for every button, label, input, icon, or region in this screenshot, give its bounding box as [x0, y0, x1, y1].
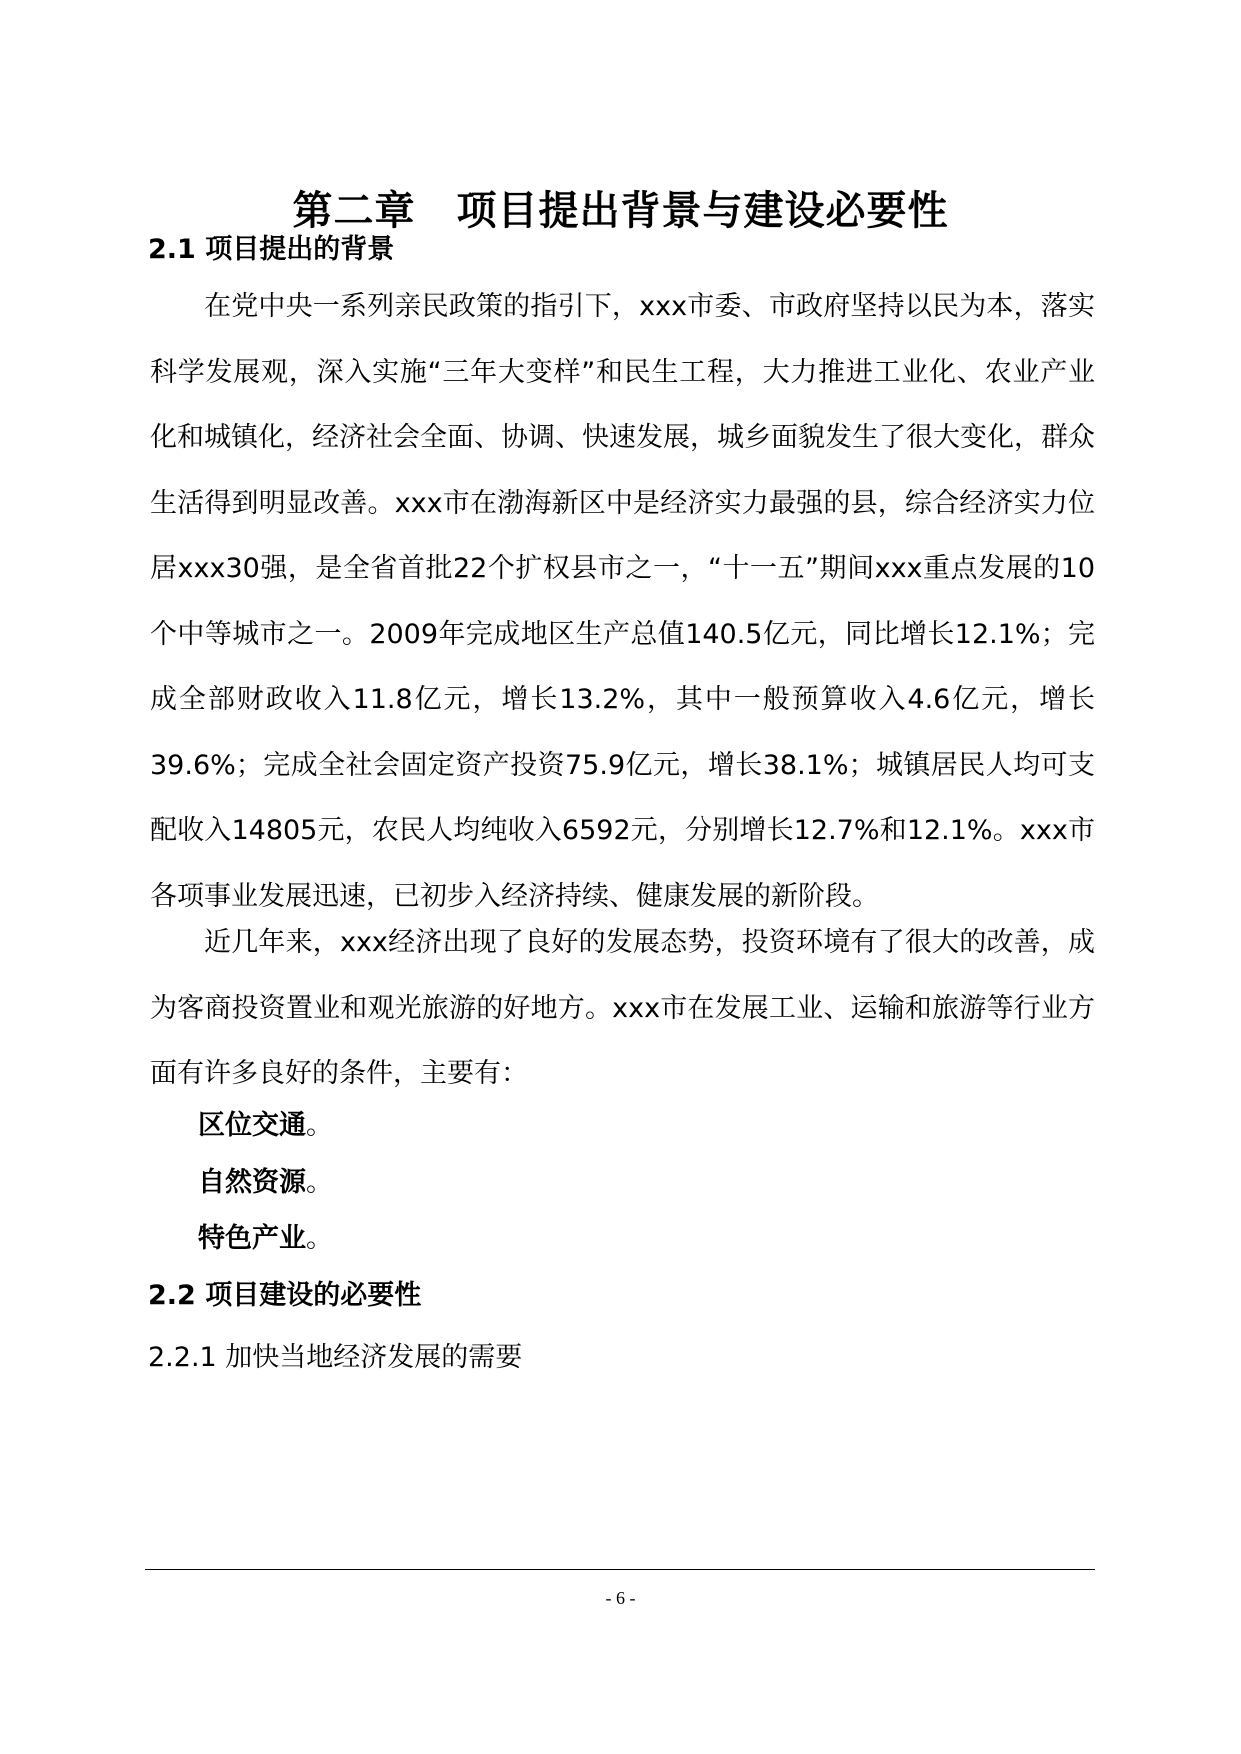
section-heading-2-1: 2.1 项目提出的背景	[148, 234, 395, 265]
list-item-label: 特色产业	[198, 1223, 306, 1254]
list-item-suffix: 。	[306, 1167, 333, 1198]
list-item-natural-resources	[198, 1165, 333, 1201]
subsection-heading-2-2-1: 2.2.1 加快当地经济发展的需要	[148, 1342, 523, 1373]
list-item-label: 自然资源	[198, 1167, 306, 1198]
body-paragraph-1: 在党中央一系列亲民政策的指引下，xxx市委、市政府坚持以民为本，落实科学发展观，深入实施“三年大变样”和民生工程，大力推进工业化、农业产业化和城镇化，经济社会全面、协调、快速发展，城乡面貌发生了很大变化，群众生活得到明显改善。xxx市在渤海新区中是经济实力最强的县，综合经济实力位居xxx30强，是全省首批22个扩权县市之一，“十一五”期间xxx重点发展的10个中等城市之一。2009年完成地区生产总值140.5亿元，同比增长12.1%；完成全部财政收入11.8亿元，增长13.2%，其中一般预算收入4.6亿元，增长39.6%；完成全社会固定资产投资75.9亿元，增长38.1%；城镇居民人均可支配收入14805元，农民人均纯收入6592元，分别增长12.7%和12.1%。xxx市各项事业发展迅速，已初步入经济持续、健康发展的新阶段。	[150, 291, 1095, 912]
footer-divider	[145, 1569, 1095, 1570]
list-item-suffix: 。	[306, 1110, 333, 1141]
section-heading-2-2: 2.2 项目建设的必要性	[148, 1280, 422, 1311]
list-item-label: 区位交通	[198, 1110, 306, 1141]
list-item-suffix: 。	[306, 1223, 333, 1254]
page-number: - 6 -	[605, 1588, 636, 1608]
body-paragraph-2: 近几年来，xxx经济出现了良好的发展态势，投资环境有了很大的改善，成为客商投资置业和观光旅游的好地方。xxx市在发展工业、运输和旅游等行业方面有许多良好的条件，主要有：	[150, 927, 1095, 1089]
list-item-featured-industry	[198, 1221, 333, 1257]
list-item-location-transport	[198, 1108, 333, 1144]
chapter-title: 第二章 项目提出背景与建设必要性	[292, 187, 949, 234]
